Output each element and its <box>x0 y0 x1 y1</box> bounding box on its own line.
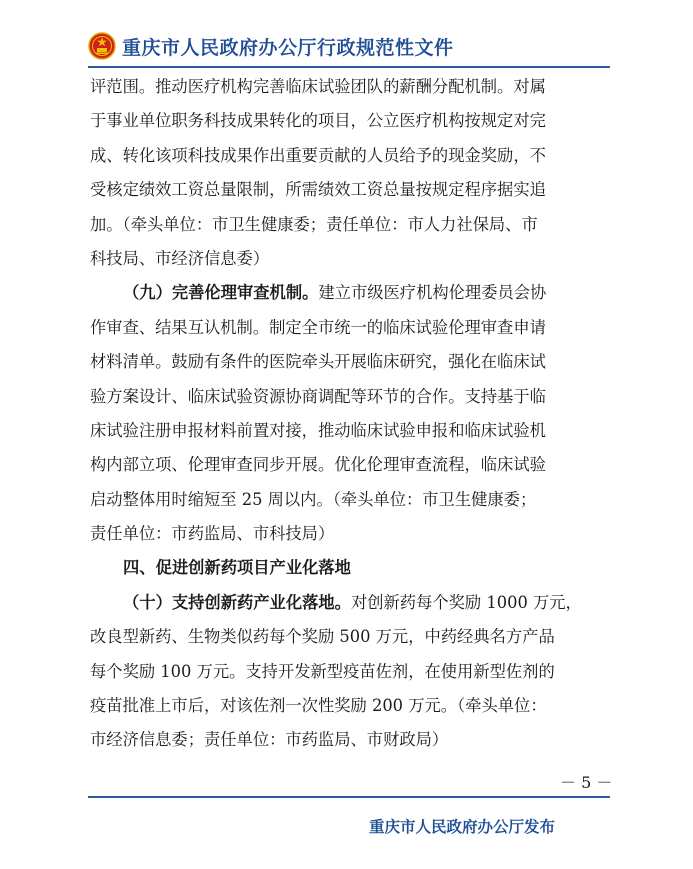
body-text: 建立市级医疗机构伦理委员会协 <box>318 283 547 303</box>
body-line: 验方案设计、临床试验资源协商调配等环节的合作。支持基于临 <box>90 386 546 406</box>
body-text: 对创新药每个奖励 1000 万元， <box>350 592 582 612</box>
document-header <box>88 28 454 64</box>
body-line: 科技局、市经济信息委） <box>90 248 270 268</box>
page-number: － 5 － <box>560 773 613 792</box>
footer-publisher: 重庆市人民政府办公厅发布 <box>369 818 556 836</box>
body-line: 启动整体用时缩短至 25 周以内。（牵头单位：市卫生健康委； <box>90 489 537 509</box>
body-line: 于事业单位职务科技成果转化的项目，公立医疗机构按规定对完 <box>90 111 546 131</box>
paragraph-ten-first-line <box>90 586 610 620</box>
body-line: 成、转化该项科技成果作出重要贡献的人员给予的现金奖励，不 <box>90 145 546 165</box>
body-line: 市经济信息委；责任单位：市药监局、市财政局） <box>90 730 449 750</box>
body-line: 床试验注册申报材料前置对接，推动临床试验申报和临床试验机 <box>90 420 546 440</box>
body-line: 评范围。推动医疗机构完善临床试验团队的薪酬分配机制。对属 <box>90 77 546 96</box>
header-title: 重庆市人民政府办公厅行政规范性文件 <box>122 36 454 59</box>
body-line: 每个奖励 100 万元。支持开发新型疫苗佐剂，在使用新型佐剂的 <box>90 661 555 681</box>
body-line: 疫苗批准上市后，对该佐剂一次性奖励 200 万元。（牵头单位： <box>90 696 547 716</box>
section-heading: 四、促进创新药项目产业化落地 <box>123 558 351 578</box>
body-line: 材料清单。鼓励有条件的医院牵头开展临床研究，强化在临床试 <box>90 352 546 372</box>
body-line: 加。（牵头单位：市卫生健康委；责任单位：市人力社保局、市 <box>90 214 538 234</box>
paragraph-ten-title: （十）支持创新药产业化落地。 <box>123 592 351 612</box>
national-emblem-icon <box>88 32 116 60</box>
body-line: 改良型新药、生物类似药每个奖励 500 万元，中药经典名方产品 <box>90 627 555 647</box>
body-line: 受核定绩效工资总量限制，所需绩效工资总量按规定程序据实追 <box>90 180 546 200</box>
document-body <box>90 70 610 758</box>
footer-divider <box>88 796 610 798</box>
body-line: 构内部立项、伦理审查同步开展。优化伦理审查流程，临床试验 <box>90 455 546 475</box>
paragraph-nine-title: （九）完善伦理审查机制。 <box>123 283 319 303</box>
body-line: 责任单位：市药监局、市科技局） <box>90 524 335 544</box>
body-line: 作审查、结果互认机制。制定全市统一的临床试验伦理审查申请 <box>90 317 546 337</box>
paragraph-nine-first-line <box>90 276 610 310</box>
header-divider <box>88 66 610 68</box>
